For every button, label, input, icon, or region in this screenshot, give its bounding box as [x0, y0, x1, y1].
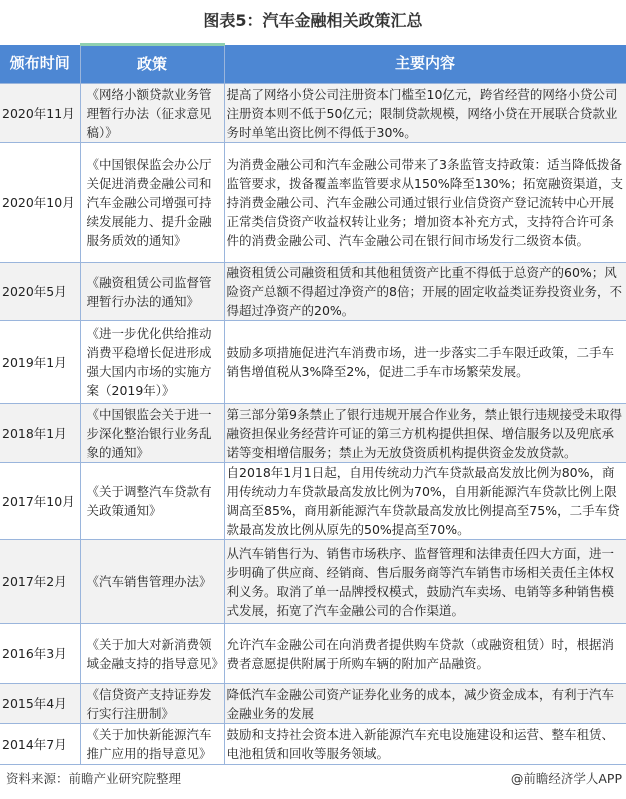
policy-cell: 《网络小额贷款业务管理暂行办法（征求意见稿）》 — [80, 84, 224, 143]
date-cell: 2015年4月 — [0, 684, 80, 724]
table-row — [0, 724, 626, 765]
table-row — [0, 684, 626, 724]
table-row — [0, 263, 626, 321]
table-row — [0, 321, 626, 404]
header-policy: 政策 — [80, 45, 224, 84]
date-cell: 2017年2月 — [0, 540, 80, 624]
date-cell: 2016年3月 — [0, 624, 80, 684]
table-row — [0, 624, 626, 684]
policy-cell: 《关于调整汽车贷款有关政策通知》 — [80, 463, 224, 540]
content-cell: 自2018年1月1日起，自用传统动力汽车贷款最高发放比例为80%，商用传统动力车贷款最高发放比例为70%，自用新能源汽车贷款比例上限调高至85%，商用新能源汽车贷款最高发放比例提高至75%，二手车贷款最高发放比例从原先的50%提高至70%。 — [224, 463, 626, 540]
app-credit: @前瞻经济学人APP — [510, 771, 622, 786]
date-cell: 2014年7月 — [0, 724, 80, 765]
policy-cell: 《汽车销售管理办法》 — [80, 540, 224, 624]
content-cell: 为消费金融公司和汽车金融公司带来了3条监管支持政策：适当降低拨备监管要求，拨备覆盖率监管要求从150%降至130%；拓宽融资渠道，支持消费金融公司、汽车金融公司通过银行业信贷资产登记流转中心开展正常类信贷资产收益权转让业务；增加资本补充方式，支持符合许可条件的消费金融公司、汽车金融公司在银行间市场发行二级资本债。 — [224, 143, 626, 263]
policy-table — [0, 43, 626, 765]
content-cell: 融资租赁公司融资租赁和其他租赁资产比重不得低于总资产的60%；风险资产总额不得超过净资产的8倍；开展的固定收益类证券投资业务，不得超过净资产的20%。 — [224, 263, 626, 321]
content-cell: 从汽车销售行为、销售市场秩序、监督管理和法律责任四大方面，进一步明确了供应商、经销商、售后服务商等汽车销售市场相关责任主体权利义务。取消了单一品牌授权模式，鼓励汽车卖场、电销等多种销售模式发展，拓宽了汽车金融公司的合作渠道。 — [224, 540, 626, 624]
date-cell: 2019年1月 — [0, 321, 80, 404]
content-cell: 第三部分第9条禁止了银行违规开展合作业务，禁止银行违规接受未取得融资担保业务经营许可证的第三方机构提供担保、增信服务以及兜底承诺等变相增信服务；禁止为无放贷资质机构提供资金发放贷款。 — [224, 404, 626, 463]
date-cell: 2020年10月 — [0, 143, 80, 263]
table-row — [0, 84, 626, 143]
policy-cell: 《融资租赁公司监督管理暂行办法的通知》 — [80, 263, 224, 321]
policy-cell: 《关于加快新能源汽车推广应用的指导意见》 — [80, 724, 224, 765]
table-header-row — [0, 45, 626, 84]
table-row — [0, 404, 626, 463]
header-content: 主要内容 — [224, 45, 626, 84]
policy-cell: 《中国银保监会办公厅关促进消费金融公司和汽车金融公司增强可持续发展能力、提升金融服务质效的通知》 — [80, 143, 224, 263]
content-cell: 允许汽车金融公司在向消费者提供购车贷款（或融资租赁）时，根据消费者意愿提供附属于所购车辆的附加产品融资。 — [224, 624, 626, 684]
date-cell: 2020年11月 — [0, 84, 80, 143]
source-note: 资料来源：前瞻产业研究院整理 — [6, 771, 182, 786]
header-date: 颁布时间 — [0, 45, 80, 84]
policy-cell: 《进一步优化供给推动消费平稳增长促进形成强大国内市场的实施方案（2019年）》 — [80, 321, 224, 404]
table-row — [0, 540, 626, 624]
table-row — [0, 143, 626, 263]
policy-cell: 《信贷资产支持证券发行实行注册制》 — [80, 684, 224, 724]
page-title: 图表5：汽车金融相关政策汇总 — [203, 11, 423, 30]
date-cell: 2017年10月 — [0, 463, 80, 540]
date-cell: 2018年1月 — [0, 404, 80, 463]
content-cell: 鼓励多项措施促进汽车消费市场，进一步落实二手车限迁政策，二手车销售增值税从3%降至2%，促进二手车市场繁荣发展。 — [224, 321, 626, 404]
policy-cell: 《关于加大对新消费领域金融支持的指导意见》 — [80, 624, 224, 684]
date-cell: 2020年5月 — [0, 263, 80, 321]
policy-cell: 《中国银监会关于进一步深化整治银行业务乱象的通知》 — [80, 404, 224, 463]
content-cell: 鼓励和支持社会资本进入新能源汽车充电设施建设和运营、整车租赁、电池租赁和回收等服务领域。 — [224, 724, 626, 765]
content-cell: 降低汽车金融公司资产证券化业务的成本，减少资金成本，有利于汽车金融业务的发展 — [224, 684, 626, 724]
content-cell: 提高了网络小贷公司注册资本门槛至10亿元，跨省经营的网络小贷公司注册资本则不低于50亿元；限制贷款规模，网络小贷在开展联合贷款业务时单笔出资比例不得低于30%。 — [224, 84, 626, 143]
table-row — [0, 463, 626, 540]
